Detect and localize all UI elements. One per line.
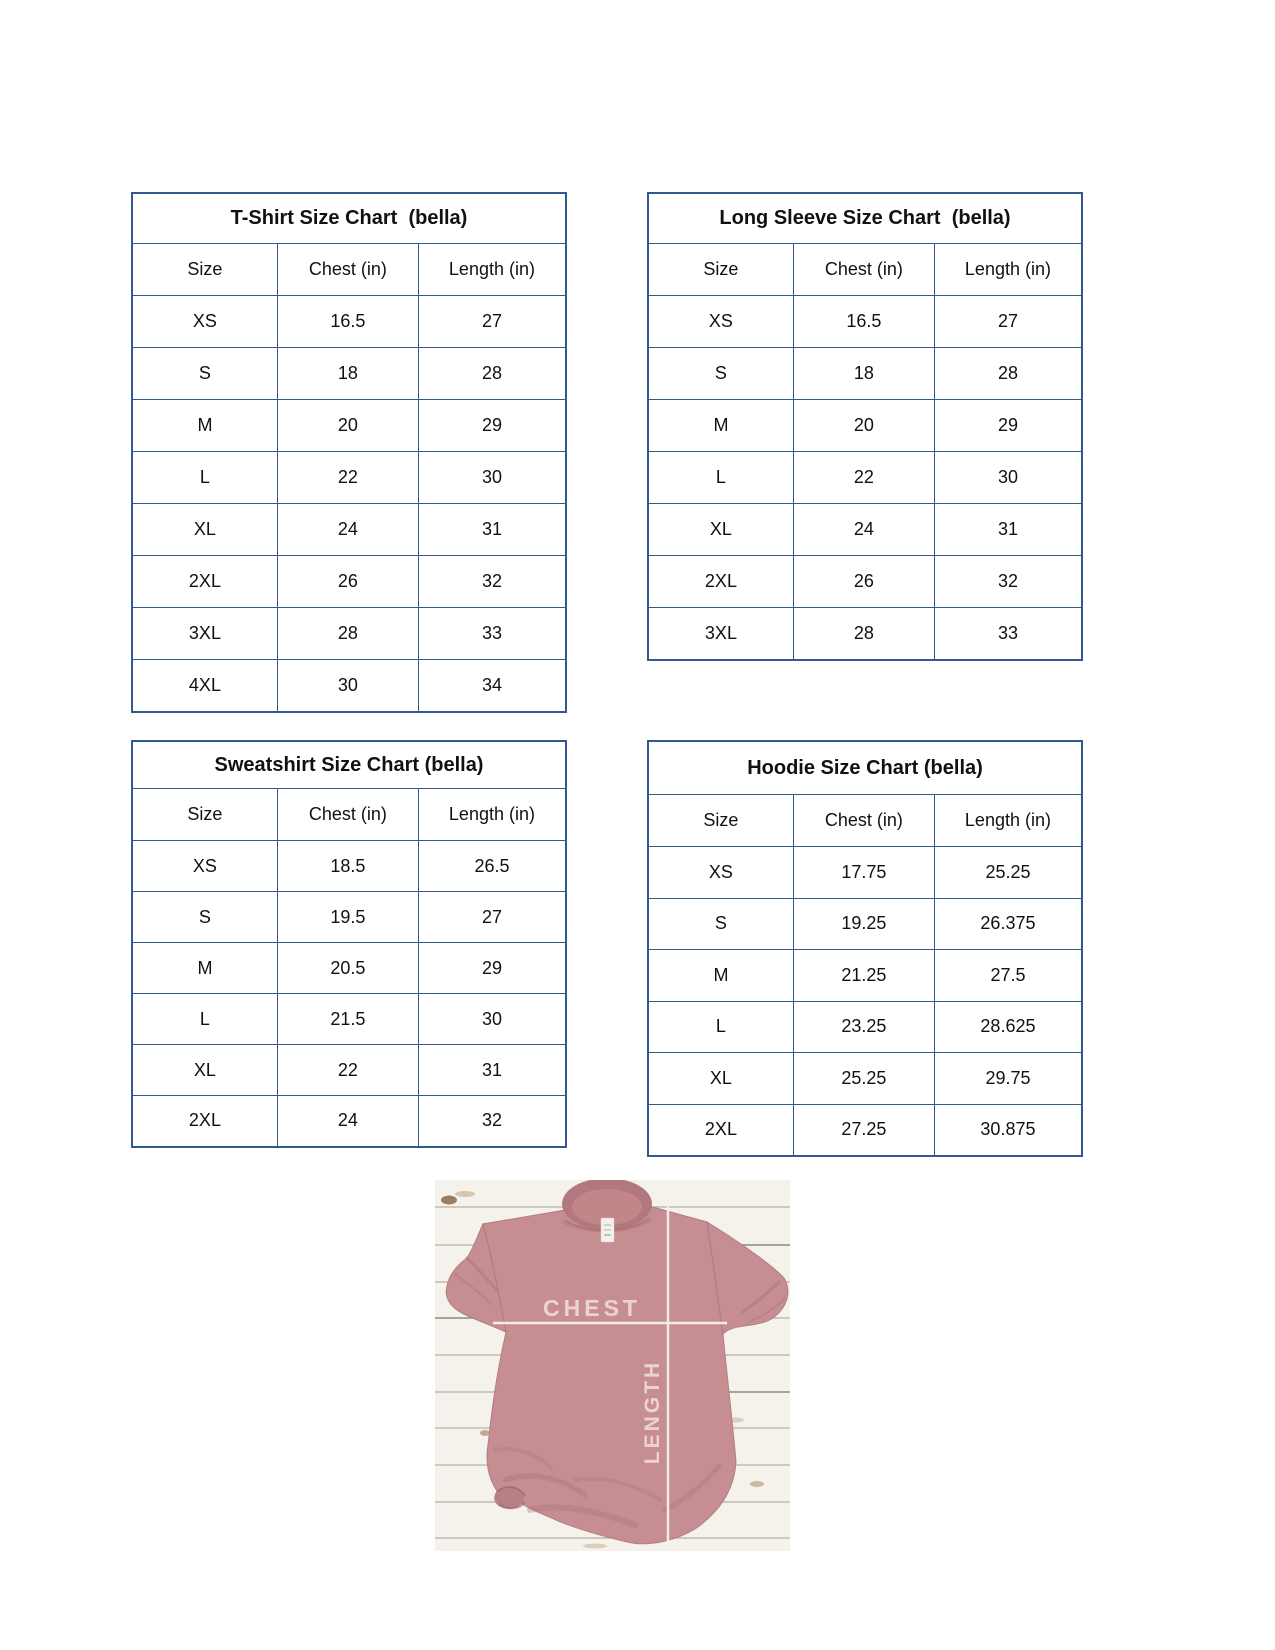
table-cell: 28 [418, 348, 566, 400]
table-cell: 18.5 [277, 841, 418, 892]
sweatshirt-size-table [131, 740, 567, 1148]
table-title: Hoodie Size Chart (bella) [648, 741, 1082, 795]
table-cell: 24 [277, 1096, 418, 1147]
chest-label: CHEST [543, 1295, 641, 1321]
table-cell: 24 [793, 504, 934, 556]
table-cell: XS [132, 841, 277, 892]
table-cell: 19.25 [793, 898, 934, 950]
table-cell: 30 [934, 452, 1082, 504]
table-cell: 28 [934, 348, 1082, 400]
table-cell: 24 [277, 504, 418, 556]
table-row [132, 452, 566, 504]
table-cell: 27 [418, 892, 566, 943]
table-cell: 29.75 [934, 1053, 1082, 1105]
table-title: Long Sleeve Size Chart (bella) [648, 193, 1082, 244]
table-header-row [132, 244, 566, 296]
table-row [648, 1001, 1082, 1053]
table-row [648, 348, 1082, 400]
table-cell: 29 [418, 400, 566, 452]
table-cell: 26 [793, 556, 934, 608]
table-row [648, 556, 1082, 608]
column-header: Chest (in) [277, 789, 418, 841]
table-body [648, 296, 1082, 660]
table-cell: 29 [418, 943, 566, 994]
table-row [648, 950, 1082, 1002]
table-cell: 3XL [648, 608, 793, 660]
table-longsleeve [647, 192, 1083, 661]
table-cell: 27.5 [934, 950, 1082, 1002]
table-cell: 30 [277, 660, 418, 712]
column-header: Size [648, 795, 793, 847]
table-cell: M [648, 950, 793, 1002]
table-cell: L [648, 452, 793, 504]
table-cell: 33 [418, 608, 566, 660]
tshirt-size-table [131, 192, 567, 713]
table-cell: 30 [418, 452, 566, 504]
brand-tag [601, 1218, 614, 1242]
table-cell: XL [648, 1053, 793, 1105]
table-row [132, 504, 566, 556]
table-row [132, 608, 566, 660]
column-header: Length (in) [934, 795, 1082, 847]
column-header: Chest (in) [277, 244, 418, 296]
hem-knot [494, 1487, 525, 1509]
table-cell: S [648, 898, 793, 950]
table-cell: 25.25 [793, 1053, 934, 1105]
column-header: Length (in) [418, 244, 566, 296]
table-cell: 28 [277, 608, 418, 660]
table-cell: S [132, 892, 277, 943]
table-title-row [132, 741, 566, 789]
table-cell: S [132, 348, 277, 400]
table-cell: 26.375 [934, 898, 1082, 950]
table-cell: 27 [418, 296, 566, 348]
table-row [132, 400, 566, 452]
tshirt-measurement-photo [435, 1180, 790, 1551]
table-cell: 30 [418, 994, 566, 1045]
table-title-row [648, 193, 1082, 244]
column-header: Length (in) [934, 244, 1082, 296]
table-cell: 2XL [132, 1096, 277, 1147]
table-row [648, 1104, 1082, 1156]
table-cell: L [648, 1001, 793, 1053]
table-cell: 33 [934, 608, 1082, 660]
column-header: Chest (in) [793, 795, 934, 847]
table-tshirt [131, 192, 567, 713]
table-cell: XL [132, 1045, 277, 1096]
table-cell: 21.5 [277, 994, 418, 1045]
table-cell: 28.625 [934, 1001, 1082, 1053]
table-cell: 31 [418, 504, 566, 556]
table-row [132, 660, 566, 712]
table-cell: 18 [793, 348, 934, 400]
longsleeve-size-table [647, 192, 1083, 661]
table-cell: 16.5 [277, 296, 418, 348]
table-cell: 34 [418, 660, 566, 712]
table-cell: 26 [277, 556, 418, 608]
table-row [132, 556, 566, 608]
table-cell: 27 [934, 296, 1082, 348]
table-cell: 2XL [132, 556, 277, 608]
table-cell: 2XL [648, 1104, 793, 1156]
table-row [648, 608, 1082, 660]
table-row [132, 348, 566, 400]
table-header-row [648, 244, 1082, 296]
table-cell: 26.5 [418, 841, 566, 892]
table-row [648, 898, 1082, 950]
table-cell: 31 [418, 1045, 566, 1096]
length-label: LENGTH [641, 1359, 664, 1465]
table-cell: 22 [277, 1045, 418, 1096]
table-row [648, 296, 1082, 348]
table-cell: 21.25 [793, 950, 934, 1002]
table-row [648, 504, 1082, 556]
table-cell: 23.25 [793, 1001, 934, 1053]
table-cell: S [648, 348, 793, 400]
table-header-row [648, 795, 1082, 847]
column-header: Size [132, 244, 277, 296]
column-header: Size [648, 244, 793, 296]
table-row [132, 1045, 566, 1096]
table-cell: XS [132, 296, 277, 348]
table-cell: XL [648, 504, 793, 556]
table-cell: 16.5 [793, 296, 934, 348]
table-row [648, 1053, 1082, 1105]
table-cell: 28 [793, 608, 934, 660]
table-cell: 32 [418, 556, 566, 608]
table-title: T-Shirt Size Chart (bella) [132, 193, 566, 244]
table-cell: 2XL [648, 556, 793, 608]
table-title: Sweatshirt Size Chart (bella) [132, 741, 566, 789]
table-row [648, 452, 1082, 504]
table-row [132, 943, 566, 994]
table-body [132, 296, 566, 712]
table-body [132, 841, 566, 1147]
table-cell: 22 [277, 452, 418, 504]
column-header: Length (in) [418, 789, 566, 841]
table-cell: M [648, 400, 793, 452]
table-row [132, 892, 566, 943]
table-title-row [132, 193, 566, 244]
table-cell: 20 [793, 400, 934, 452]
table-cell: 29 [934, 400, 1082, 452]
table-cell: 4XL [132, 660, 277, 712]
table-header-row [132, 789, 566, 841]
table-cell: 25.25 [934, 847, 1082, 899]
table-cell: 32 [934, 556, 1082, 608]
table-cell: 20.5 [277, 943, 418, 994]
table-cell: L [132, 994, 277, 1045]
table-cell: 32 [418, 1096, 566, 1147]
table-cell: M [132, 943, 277, 994]
table-hoodie [647, 740, 1083, 1157]
tshirt-photo-svg [435, 1180, 790, 1551]
table-cell: 17.75 [793, 847, 934, 899]
table-cell: 19.5 [277, 892, 418, 943]
table-sweatshirt [131, 740, 567, 1148]
table-cell: L [132, 452, 277, 504]
table-cell: XS [648, 296, 793, 348]
table-cell: XS [648, 847, 793, 899]
table-row [648, 847, 1082, 899]
table-cell: 18 [277, 348, 418, 400]
table-cell: 22 [793, 452, 934, 504]
table-row [132, 1096, 566, 1147]
column-header: Chest (in) [793, 244, 934, 296]
table-cell: M [132, 400, 277, 452]
table-row [132, 994, 566, 1045]
table-title-row [648, 741, 1082, 795]
table-cell: XL [132, 504, 277, 556]
table-row [132, 841, 566, 892]
column-header: Size [132, 789, 277, 841]
table-row [648, 400, 1082, 452]
table-cell: 20 [277, 400, 418, 452]
table-cell: 3XL [132, 608, 277, 660]
table-body [648, 847, 1082, 1156]
hoodie-size-table [647, 740, 1083, 1157]
table-cell: 31 [934, 504, 1082, 556]
table-cell: 30.875 [934, 1104, 1082, 1156]
table-cell: 27.25 [793, 1104, 934, 1156]
table-row [132, 296, 566, 348]
